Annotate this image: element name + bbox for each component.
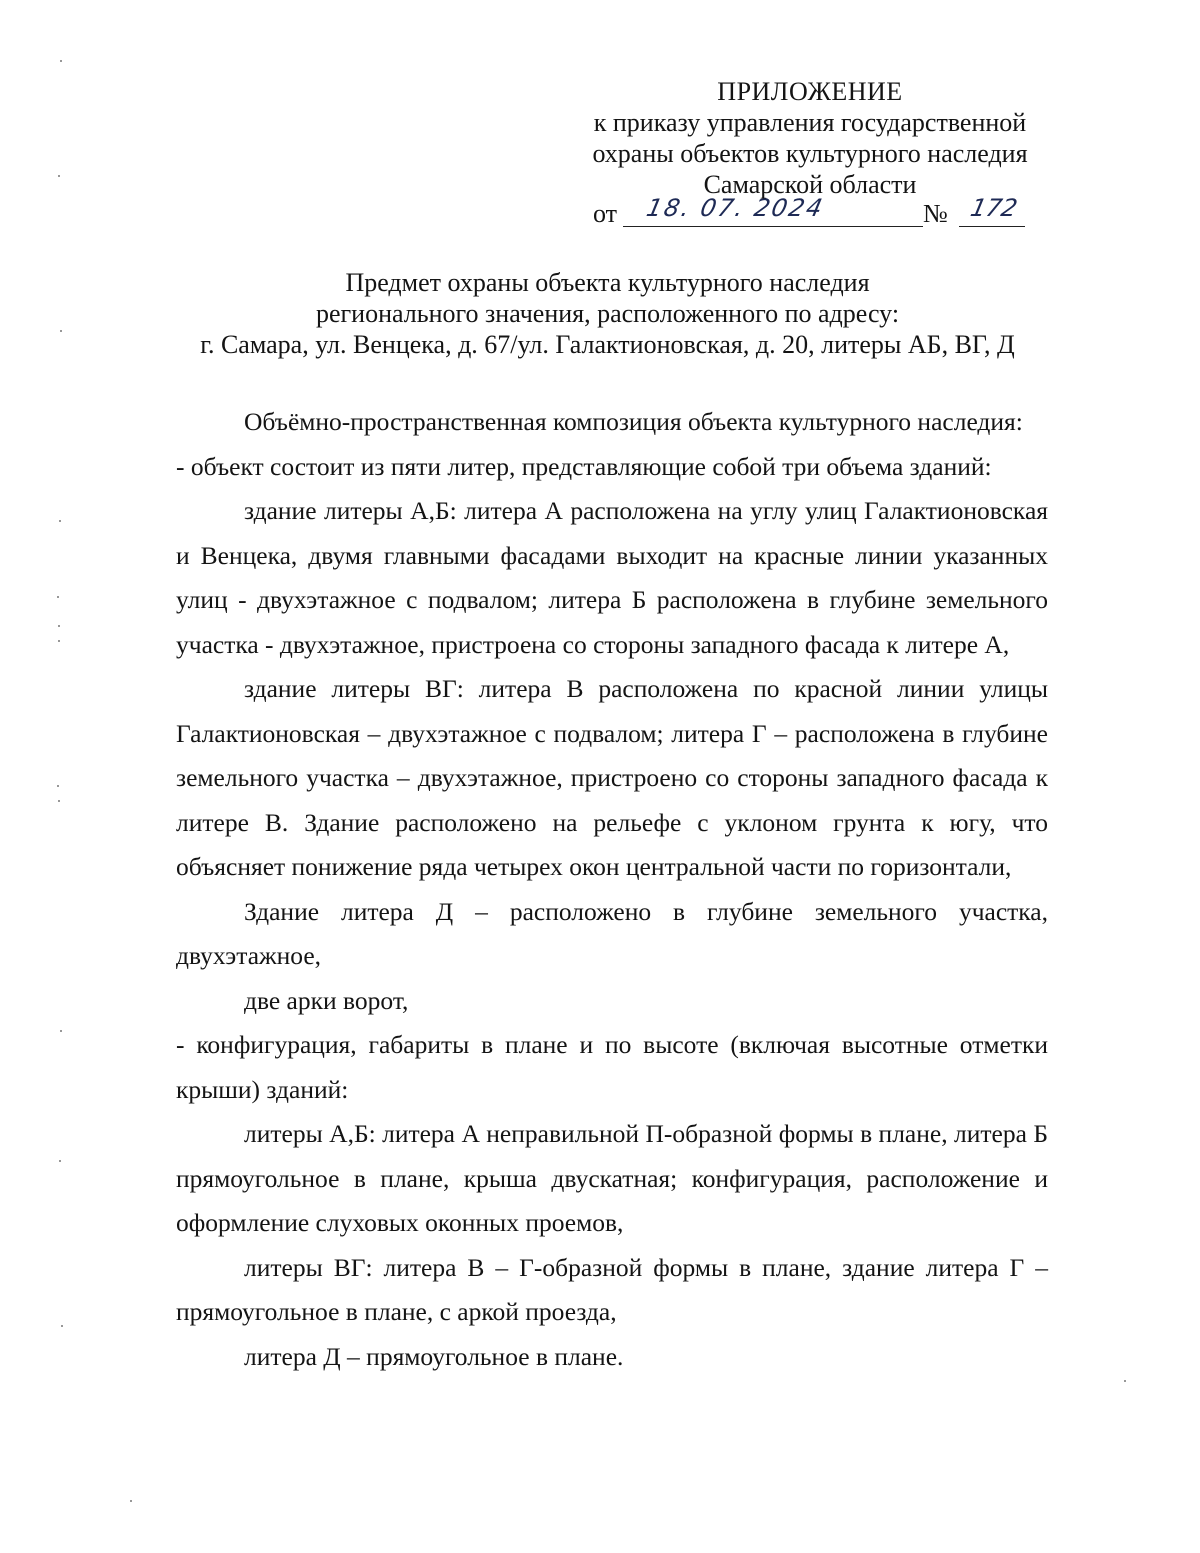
paragraph: здание литеры А,Б: литера А расположена на углу улиц Галактионовская и Венцека, двумя главными фасадами выходит на красные линии указанных улиц - двухэтажное с подвалом; литера Б расположена в глубине земельного участка - двухэтажное, пристроена со стороны западного фасада к литере А, (176, 496, 1048, 659)
handwritten-date: 18. 07. 2024 (644, 194, 827, 222)
scan-speck (57, 596, 59, 598)
paragraph: литеры ВГ: литера В – Г-образной формы в плане, здание литера Г – прямоугольное в плане, с аркой проезда, (176, 1252, 1048, 1326)
scan-speck (60, 330, 62, 332)
scan-speck (58, 640, 60, 642)
subject-line: Предмет охраны объекта культурного наследия (345, 268, 870, 297)
scan-speck (60, 1030, 62, 1032)
scan-speck (59, 1160, 61, 1162)
document-body (176, 400, 1048, 1379)
header-line: к приказу управления государственной (593, 108, 1027, 137)
scan-speck (58, 175, 60, 177)
scan-speck (61, 1325, 63, 1327)
scan-speck (60, 60, 62, 62)
header-line: Самарской области (703, 170, 917, 199)
handwritten-number: 172 (968, 194, 1020, 222)
scan-speck (130, 1500, 132, 1502)
paragraph: две арки ворот, (244, 985, 409, 1015)
scan-speck (58, 800, 60, 802)
appendix-header (570, 76, 1050, 200)
paragraph: здание литеры ВГ: литера В расположена по красной линии улицы Галактионовская – двухэтажное с подвалом; литера Г – расположена в глубине земельного участка – двухэтажное, пристроено со стороны западного фасада к литере В. Здание расположено на рельефе с уклоном грунта к югу, что объясняет понижение ряда четырех окон центральной части по горизонтали, (176, 674, 1048, 881)
subject-line: регионального значения, расположенного по адресу: (315, 299, 900, 328)
paragraph: - конфигурация, габариты в плане и по высоте (включая высотные отметки крыши) зданий: (176, 1030, 1048, 1104)
paragraph: - объект состоит из пяти литер, представляющие собой три объема зданий: (176, 451, 992, 481)
from-label: от (593, 199, 618, 228)
number-field (959, 196, 1025, 227)
order-date-line (593, 196, 1033, 230)
scan-speck (1124, 1380, 1126, 1382)
paragraph: литера Д – прямоугольное в плане. (244, 1341, 624, 1371)
appendix-title: ПРИЛОЖЕНИЕ (717, 77, 903, 106)
scan-speck (58, 625, 60, 627)
subject-line: г. Самара, ул. Венцека, д. 67/ул. Галактионовская, д. 20, литеры АБ, ВГ, Д (200, 330, 1015, 359)
subject-title (100, 267, 1115, 360)
paragraph: Здание литера Д – расположено в глубине земельного участка, двухэтажное, (176, 896, 1048, 970)
paragraph: Объёмно-пространственная композиция объекта культурного наследия: (244, 407, 1023, 436)
paragraph: литеры А,Б: литера А неправильной П-образной формы в плане, литера Б прямоугольное в плане, крыша двускатная; конфигурация, расположение и оформление слуховых оконных проемов, (176, 1119, 1048, 1237)
scan-speck (59, 520, 61, 522)
date-field (623, 196, 923, 227)
header-line: охраны объектов культурного наследия (592, 139, 1028, 168)
number-label: № (923, 199, 948, 228)
scan-speck (57, 785, 59, 787)
